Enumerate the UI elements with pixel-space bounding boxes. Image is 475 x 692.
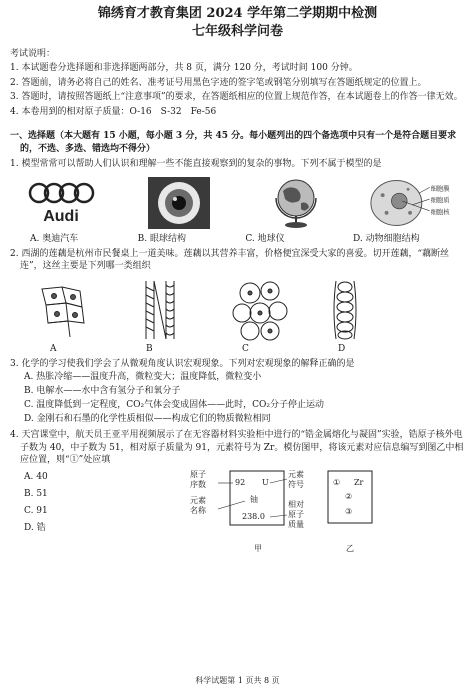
q4-option-d: D. 锆 [24, 522, 46, 533]
jia-mass: 238.0 [242, 511, 265, 521]
yi-slot-2: ② [345, 491, 353, 501]
question-2-options [10, 343, 465, 355]
jia-label-left-bottom-2: 名称 [190, 505, 206, 515]
q3-option-d: D. 金刚石和石墨的化学性质相似——构成它们的物质微粒相同 [24, 414, 271, 425]
question-4-options [24, 469, 144, 537]
exam-subtitle: 七年级科学问卷 [191, 24, 283, 39]
question-4-body [10, 469, 465, 565]
cell-label-cytoplasm: 细胞质 [430, 196, 450, 204]
instruction-item-1: 1. 本试题卷分选择题和非选择题两部分，共 8 页，满分 120 分，考试时间 100 分钟。 [10, 63, 358, 74]
tissue-c-image [228, 277, 324, 343]
audi-logo-text: Audi [43, 207, 79, 225]
tissue-b-image [132, 277, 228, 343]
exam-title: 锦绣育才教育集团 2024 学年第二学期期中检测 [97, 6, 378, 21]
instruction-item-4: 4. 本卷用到的相对原子质量：O-16 S-32 Fe-56 [10, 106, 217, 117]
page-footer: 科学试题第 1 页共 8 页 [195, 676, 280, 685]
jia-label-right-bottom-1: 相对 [288, 499, 304, 509]
jia-label-right-bottom-3: 质量 [288, 519, 304, 529]
q2-option-c: C [242, 343, 249, 354]
question-1-images [10, 177, 465, 229]
jia-label-right-bottom-2: 原子 [288, 509, 304, 519]
instructions-heading: 考试说明： [10, 49, 56, 59]
question-3-stem: 3. 化学的学习使我们学会了从微观角度认识宏观现象。下列对宏观现象的解释正确的是 [10, 358, 355, 369]
element-cards-figure [190, 469, 380, 565]
q4-option-a: A. 40 [24, 471, 48, 482]
question-2-images [10, 277, 465, 343]
tissue-d-image [324, 277, 420, 343]
jia-label-right-top-1: 元素 [288, 469, 304, 479]
q3-option-c: C. 温度降低到一定程度，CO₂气体会变成固体——此时，CO₂分子停止运动 [24, 400, 325, 411]
q4-option-b: B. 51 [24, 488, 48, 499]
globe-image [251, 177, 341, 229]
tissue-a-image [36, 277, 132, 343]
cell-label-membrane: 细胞膜 [430, 184, 450, 192]
jia-label-right-top-2: 符号 [288, 479, 304, 489]
q1-option-d: D. 动物细胞结构 [352, 233, 420, 244]
q2-option-d: D [338, 343, 346, 354]
instruction-item-2: 2. 答题前，请务必将自己的姓名、准考证号用黑色字迹的签字笔或钢笔分别填写在答题纸规定的位置上。 [10, 77, 427, 88]
jia-atomic-number: 92 [235, 477, 246, 487]
jia-label-left-bottom-1: 元素 [190, 495, 206, 505]
yi-symbol: Zr [354, 477, 364, 487]
jia-label-left-top-1: 原子 [190, 469, 206, 479]
question-2-stem: 2. 西湖的莲藕是杭州市民餐桌上一道美味。莲藕以其营养丰富，价格便宜深受大家的喜爱。切开莲藕，“藕断丝连”，这丝主要是下列哪一类组织 [10, 248, 450, 272]
question-1-options [10, 233, 465, 245]
q1-option-c: C. 地球仪 [245, 233, 285, 244]
yi-slot-1: ① [333, 477, 341, 487]
yi-caption: 乙 [346, 543, 354, 553]
audi-logo-image [18, 177, 108, 229]
q2-option-a: A [50, 343, 57, 354]
yi-slot-3: ③ [345, 506, 353, 516]
jia-caption: 甲 [254, 543, 262, 553]
question-4-stem: 4. 天宫课堂中，航天员王亚平用视频展示了在无容器材料实验柜中进行的“锆金属熔化与凝固”实验，锆原子核外电子数为 40，中子数为 51，相对原子质量为 91，元素符号为 Zr。模仿图甲，将该元素对应信息编写到图乙中相应位置，则“①”处应填 [10, 430, 464, 466]
q1-option-a: A. 奥迪汽车 [30, 233, 79, 244]
animal-cell-image [367, 177, 457, 229]
question-1-stem: 1. 模型常常可以帮助人们认识和理解一些不能直接观察到的复杂的事物。下列不属于模型的是 [10, 159, 382, 170]
q3-option-b: B. 电解水——水中含有氢分子和氧分子 [24, 386, 181, 397]
instruction-item-3: 3. 答题时，请按照答题纸上“注意事项”的要求，在答题纸相应的位置上规范作答，在本试题卷上的作答一律无效。 [10, 92, 463, 103]
eyeball-image [134, 177, 224, 229]
jia-label-left-top-2: 序数 [190, 479, 206, 489]
q4-option-c: C. 91 [24, 505, 48, 516]
jia-name: 铀 [250, 494, 258, 504]
cell-label-nucleus: 细胞核 [430, 208, 450, 216]
section-1-heading: 一、选择题（本大题有 15 小题，每小题 3 分，共 45 分。每小题列出的四个备选项中只有一个是符合题目要求的，不选、多选、错选均不得分） [10, 131, 457, 154]
q3-option-a: A. 热胀冷缩——温度升高，微粒变大；温度降低，微粒变小 [24, 372, 262, 383]
jia-symbol: U [262, 477, 269, 487]
q1-option-b: B. 眼球结构 [137, 233, 186, 244]
q2-option-b: B [146, 343, 153, 354]
